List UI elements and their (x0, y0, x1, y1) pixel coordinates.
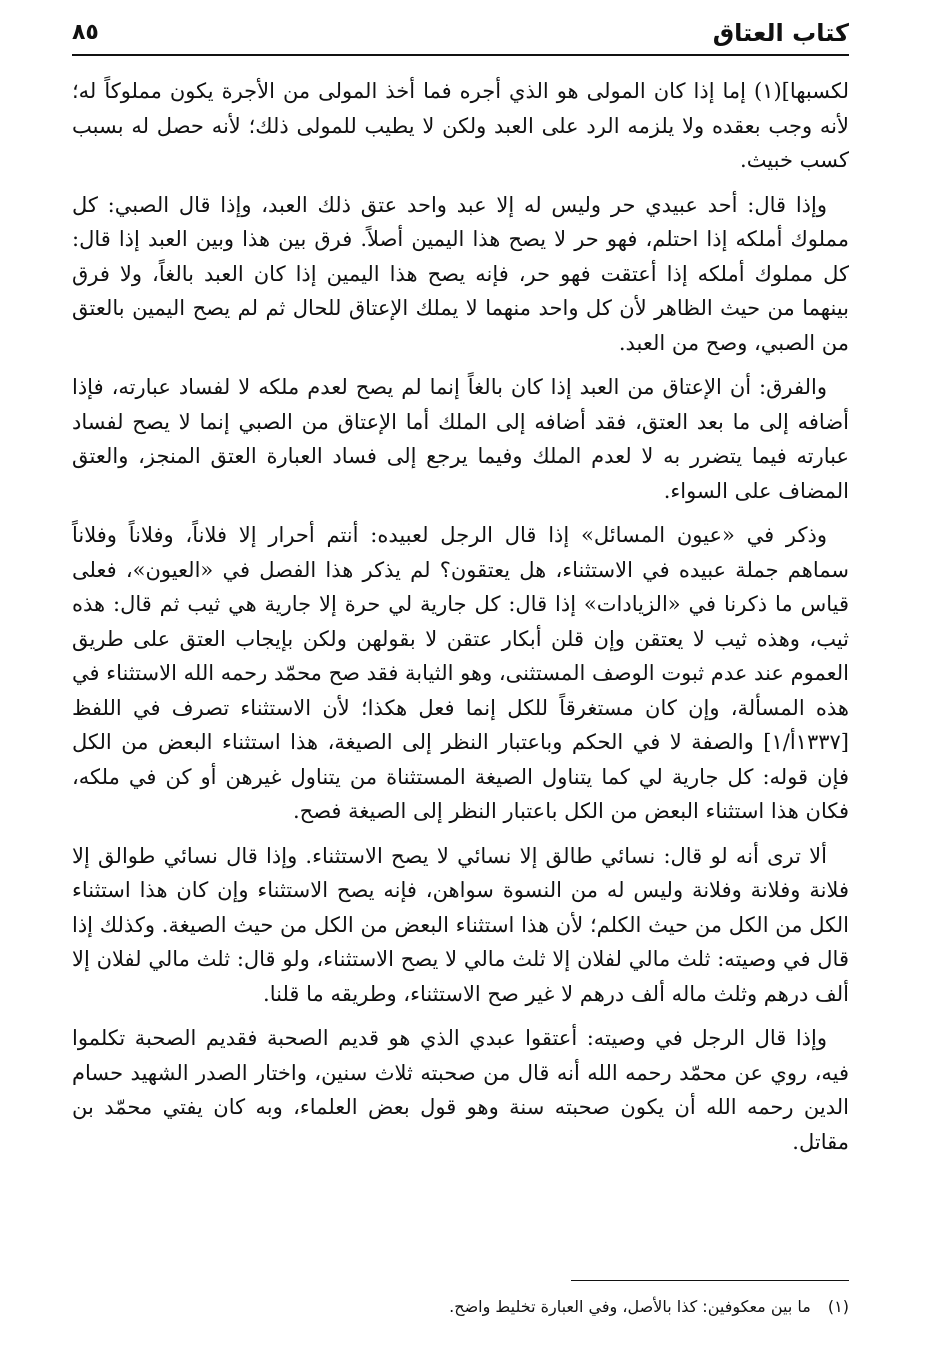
chapter-title: كتاب العتاق (712, 19, 849, 47)
paragraph: وذكر في «عيون المسائل» إذا قال الرجل لعبيده: أنتم أحرار إلا فلاناً، وفلاناً وفلاناً سماهم جملة عبيده في الاستثناء، هل يعتقون؟ لم يذكر هذا الفصل في «العيون»، فعلى قياس ما ذكرنا في «الزيادات» إذا قال: كل جارية لي حرة إلا جارية هي ثيب ثم قال: هذه ثيب، وهذه ثيب لا يعتقن وإن قلن أبكار عتقن لا بقولهن ولكن بإيجاب العتق على طريق العموم عند عدم ثبوت الوصف المستثنى، وهو الثيابة فقد صح محمّد رحمه الله الاستثناء في هذه المسألة، وإن كان مستغرقاً للكل إنما فعل هكذا؛ لأن الاستثناء تصرف في اللفظ [١٣٣٧أ/١] والصفة لا في الحكم وباعتبار النظر إلى الصيغة، هذا استثناء البعض من الكل فإن قوله: كل جارية لي كما يتناول الصيغة المستثناة من يتناول غيرهن أو كن في ملكه، فكان هذا استثناء البعض من الكل باعتبار النظر إلى الصيغة فصح. (72, 523, 849, 823)
footnote-text: ما بين معكوفين: كذا بالأصل، وفي العبارة تخليط واضح. (449, 1297, 811, 1316)
running-header (72, 14, 849, 48)
page-number: ٨٥ (72, 20, 99, 45)
footnote (72, 1294, 849, 1320)
footnote-marker: (١) (827, 1297, 849, 1316)
body-text (72, 74, 849, 1169)
paragraph: ألا ترى أنه لو قال: نسائي طالق إلا نسائي لا يصح الاستثناء. وإذا قال نسائي طوالق إلا فلانة وفلانة وفلانة وليس له من النسوة سواهن، فإنه يصح الاستثناء وإن كان هذا استثناء الكل من الكل من حيث الكلم؛ لأن هذا استثناء البعض من الكل من حيث الصيغة. وكذلك إذا قال في وصيته: ثلث مالي لفلان إلا ثلث مالي لا يصح الاستثناء، ولو قال: ثلث مالي لفلان إلا ألف درهم وثلث ماله ألف درهم لا غير صح الاستثناء، وطريقه ما قلنا. (72, 843, 849, 1006)
paragraph: لكسبها](١) إما إذا كان المولى هو الذي أجره فما أخذ المولى من الأجرة يكون مملوكاً له؛ لأنه وجب بعقده ولا يلزمه الرد على العبد ولكن لا يطيب للمولى ذلك؛ لأنه حصل له بسبب كسب خبيث. (72, 79, 849, 172)
paragraph: والفرق: أن الإعتاق من العبد إذا كان بالغاً إنما لم يصح لعدم ملكه لا لفساد عبارته، فإذا أضافه إلى ما بعد العتق، فقد أضافه إلى الملك أما الإعتاق من الصبي إنما لا يصح لفساد عبارته فيما يتضرر به لا لعدم الملك وفيما يرجع إلى فساد العبارة العتق المنجز، والعتق المضاف على السواء. (72, 375, 849, 503)
paragraph: وإذا قال: أحد عبيدي حر وليس له إلا عبد واحد عتق ذلك العبد، وإذا قال الصبي: كل مملوك أملكه إذا احتلم، فهو حر لا يصح هذا اليمين أصلاً. فرق بين هذا وبين العبد إذا قال: كل مملوك أملكه إذا أعتقت فهو حر، فإنه يصح هذا اليمين إذا كان العبد بالغاً، ولا فرق بينهما من حيث الظاهر لأن كل واحد منهما لا يملك الإعتاق للحال ثم لم يصح اليمين بالعتق من الصبي، وصح من العبد. (72, 192, 849, 355)
footnote-divider (571, 1280, 849, 1281)
header-divider (72, 54, 849, 56)
paragraph: وإذا قال الرجل في وصيته: أعتقوا عبدي الذي هو قديم الصحبة فقديم الصحبة تكلموا فيه، روي عن محمّد رحمه الله أنه قال من صحبته ثلاث سنين، واختار الصدر الشهيد حسام الدين رحمه الله أن يكون صحبته سنة وهو قول بعض العلماء، وبه كان يفتي محمّد بن مقاتل. (72, 1026, 849, 1154)
